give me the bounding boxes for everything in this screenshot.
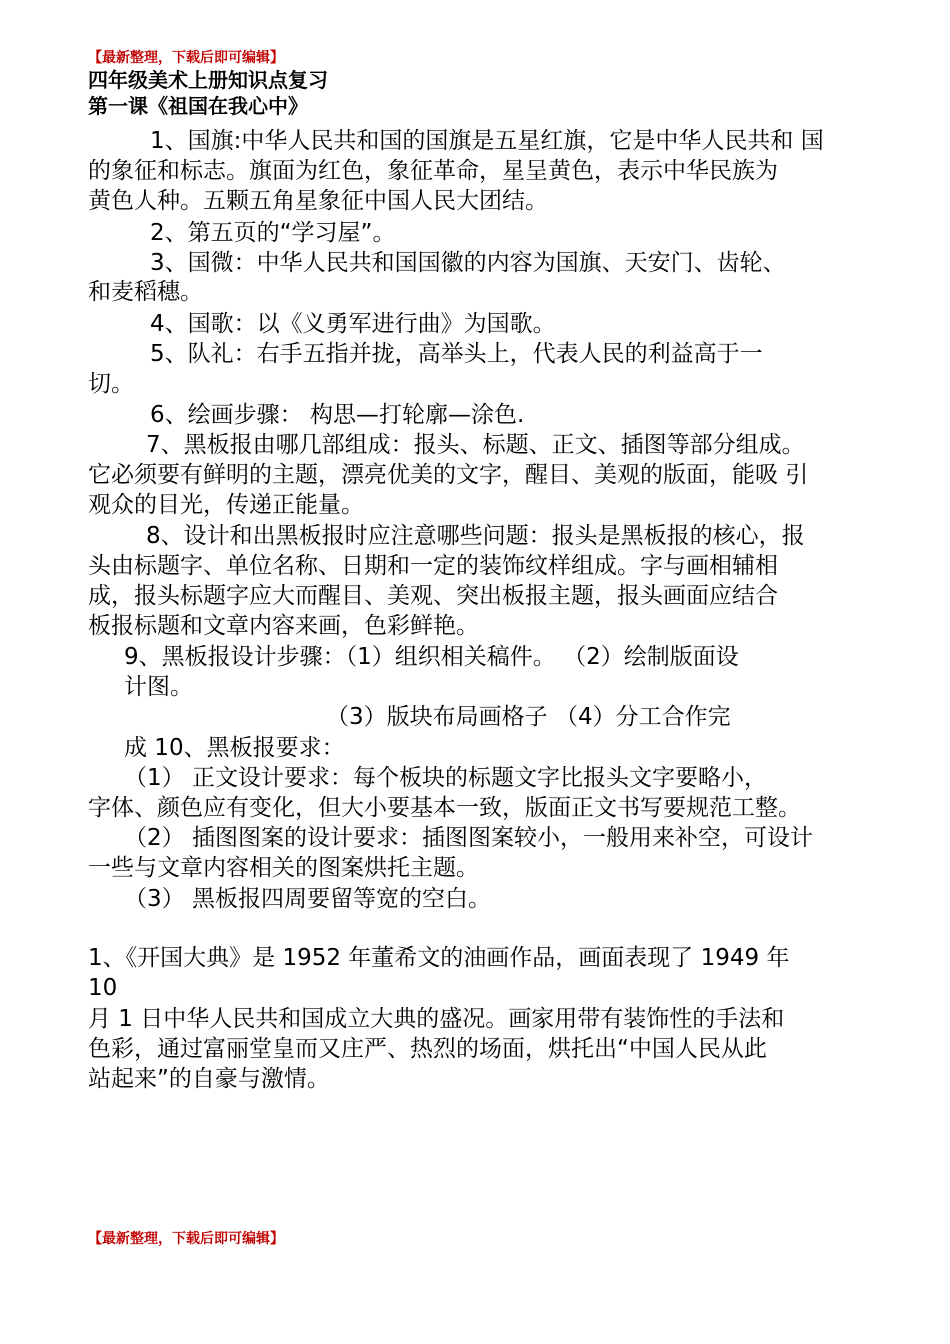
- text-line: （2） 插图图案的设计要求：插图图案较小，一般用来补空，可设计: [124, 825, 813, 851]
- text-line: （3） 黑板报四周要留等宽的空白。: [124, 886, 491, 912]
- text-line: 1、《开国大典》是 1952 年董希文的油画作品，画面表现了 1949 年: [88, 945, 790, 971]
- text-line: 6、绘画步骤： 构思—打轮廓—涂色.: [150, 402, 525, 428]
- text-line: 5、队礼：右手五指并拢，高举头上，代表人民的利益高于一: [150, 341, 763, 367]
- text-line: 8、设计和出黑板报时应注意哪些问题：报头是黑板报的核心，报: [146, 523, 805, 549]
- text-line: 4、国歌：以《义勇军进行曲》为国歌。: [150, 311, 556, 337]
- text-line: 它必须要有鲜明的主题，漂亮优美的文字，醒目、美观的版面，能吸 引: [88, 462, 809, 488]
- text-line: 和麦稻穗。: [88, 279, 203, 305]
- text-line: 9、黑板报设计步骤：（1）组织相关稿件。 （2）绘制版面设: [124, 644, 739, 670]
- text-line: 色彩，通过富丽堂皇而又庄严、热烈的场面，烘托出“中国人民从此: [88, 1036, 767, 1062]
- text-line: 2、第五页的“学习屋”。: [150, 220, 396, 246]
- text-line: 字体、颜色应有变化，但大小要基本一致，版面正文书写要规范工整。: [88, 795, 801, 821]
- text-line: 1、国旗:中华人民共和国的国旗是五星红旗，它是中华人民共和 国: [150, 128, 824, 154]
- footer-tag: 【最新整理，下载后即可编辑】: [88, 1231, 284, 1247]
- lesson-title: 第一课《祖国在我心中》: [88, 94, 308, 118]
- text-line: 板报标题和文章内容来画，色彩鲜艳。: [88, 613, 479, 639]
- text-line: 站起来”的自豪与激情。: [88, 1066, 330, 1092]
- text-line: 7、黑板报由哪几部组成：报头、标题、正文、插图等部分组成。: [146, 432, 805, 458]
- header-tag: 【最新整理，下载后即可编辑】: [88, 50, 284, 66]
- text-line: 10: [88, 975, 118, 1001]
- text-line: （1） 正文设计要求：每个板块的标题文字比报头文字要略小，: [124, 765, 767, 791]
- text-line: 月 1 日中华人民共和国成立大典的盛况。画家用带有装饰性的手法和: [88, 1006, 785, 1032]
- text-line: 成，报头标题字应大而醒目、美观、突出板报主题，报头画面应结合: [88, 583, 778, 609]
- document-title: 四年级美术上册知识点复习: [88, 68, 328, 92]
- text-line: 观众的目光，传递正能量。: [88, 492, 364, 518]
- text-line: 计图。: [124, 674, 193, 700]
- text-line: 3、国微：中华人民共和国国徽的内容为国旗、天安门、齿轮、: [150, 250, 786, 276]
- text-line: 切。: [88, 371, 134, 397]
- text-line: 黄色人种。五颗五角星象征中国人民大团结。: [88, 188, 548, 214]
- text-line: （3）版块布局画格子 （4）分工合作完: [326, 704, 731, 730]
- text-line: 一些与文章内容相关的图案烘托主题。: [88, 855, 479, 881]
- text-line: 的象征和标志。旗面为红色，象征革命，星呈黄色，表示中华民族为: [88, 158, 778, 184]
- text-line: 成 10、黑板报要求：: [124, 735, 345, 761]
- text-line: 头由标题字、单位名称、日期和一定的装饰纹样组成。字与画相辅相: [88, 553, 778, 579]
